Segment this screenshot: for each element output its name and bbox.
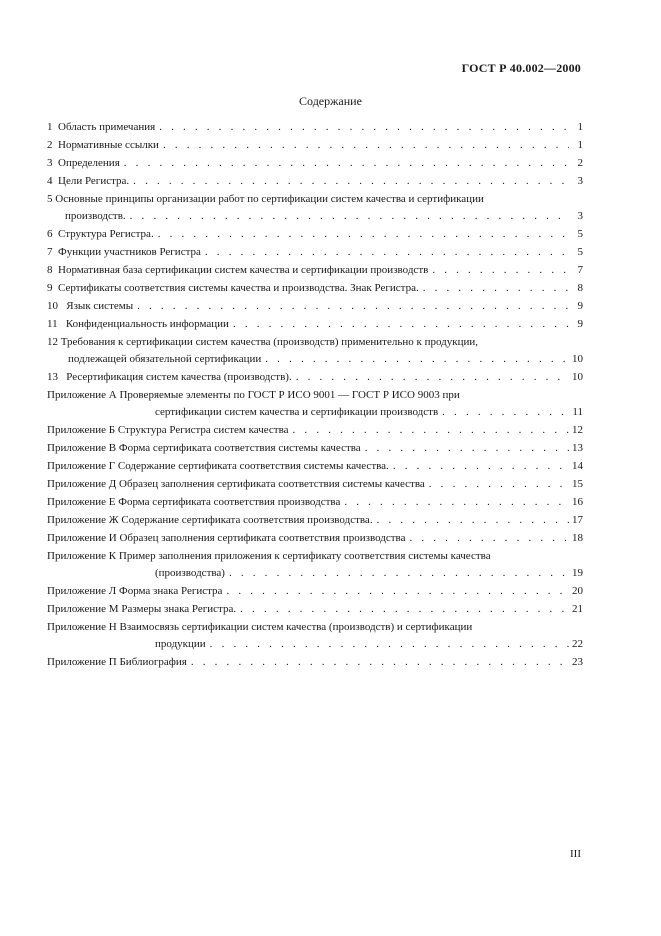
- toc-entry-number: 10: [47, 300, 58, 312]
- dot-leader: [429, 476, 569, 493]
- dot-leader: [240, 601, 569, 618]
- toc-entry-number: 3: [47, 157, 53, 169]
- toc-page-number: 9: [577, 300, 583, 312]
- toc-entry-title: Библиография: [119, 656, 187, 668]
- toc-entry-number: 6: [47, 228, 53, 240]
- toc-entry-title: Проверяемые элементы по ГОСТ Р ИСО 9001 — ГОСТ Р ИСО 9003 при: [119, 389, 460, 401]
- dot-leader: [393, 458, 569, 475]
- dot-leader: [226, 583, 569, 600]
- toc-entry-number: 9: [47, 282, 53, 294]
- toc-page-number: 3: [577, 210, 583, 222]
- toc-page-number: 10: [572, 353, 583, 365]
- dot-leader: [296, 369, 569, 386]
- toc-entry: [47, 440, 583, 457]
- toc-entry: [47, 244, 583, 261]
- toc-entry: [47, 155, 583, 172]
- toc-entry-number: Приложение И: [47, 532, 117, 544]
- dot-leader: [137, 298, 569, 315]
- toc-entry: [47, 387, 583, 421]
- toc-entry: [47, 334, 583, 368]
- toc-entry: [47, 548, 583, 582]
- toc-entry: [47, 654, 583, 671]
- toc-entry-number: 12: [47, 336, 58, 348]
- toc-entry-title: Пример заполнения приложения к сертификату соответствия системы качества: [118, 550, 491, 562]
- toc-page-number: 8: [577, 282, 583, 294]
- toc-page-number: 9: [577, 318, 583, 330]
- toc-entry-number: Приложение Е: [47, 496, 116, 508]
- toc-entry: [47, 494, 583, 511]
- toc-entry: [47, 512, 583, 529]
- toc-page-number: 19: [572, 567, 583, 579]
- toc-entry: [47, 298, 583, 315]
- toc-entry-number: Приложение Б: [47, 424, 116, 436]
- toc-page-number: 1: [577, 139, 583, 151]
- dot-leader: [344, 494, 569, 511]
- toc-entry-title: Ресертификация систем качества (производств).: [66, 371, 292, 383]
- toc-page-number: 7: [577, 264, 583, 276]
- toc-entry-title: подлежащей обязательной сертификации: [68, 353, 262, 365]
- toc-page-number: 16: [572, 496, 583, 508]
- toc-entry-number: Приложение Г: [47, 460, 116, 472]
- toc-page-number: 18: [572, 532, 583, 544]
- toc-entry-number: Приложение Д: [47, 478, 117, 490]
- toc-page-number: 3: [577, 175, 583, 187]
- page-number: III: [570, 848, 581, 860]
- toc-page-number: 11: [572, 406, 583, 418]
- table-of-contents: [47, 119, 583, 672]
- dot-leader: [423, 280, 569, 297]
- toc-entry-number: 7: [47, 246, 53, 258]
- toc-page-number: 5: [577, 228, 583, 240]
- toc-entry-number: 8: [47, 264, 53, 276]
- toc-entry-title: Основные принципы организации работ по сертификации систем качества и сертификации: [55, 193, 484, 205]
- dot-leader: [293, 422, 569, 439]
- toc-page-number: 14: [572, 460, 583, 472]
- toc-page-number: 2: [577, 157, 583, 169]
- toc-entry-number: Приложение А: [47, 389, 117, 401]
- toc-entry-title: Язык системы: [66, 300, 134, 312]
- toc-entry-title: Форма сертификата соответствия производства: [118, 496, 341, 508]
- toc-page-number: 21: [572, 603, 583, 615]
- toc-entry: [47, 262, 583, 279]
- toc-entry-number: Приложение Ж: [47, 514, 119, 526]
- toc-entry-title: производств.: [65, 210, 126, 222]
- toc-entry: [47, 530, 583, 547]
- toc-entry-title: продукции: [155, 638, 206, 650]
- toc-entry: [47, 422, 583, 439]
- dot-leader: [265, 351, 569, 368]
- dot-leader: [365, 440, 569, 457]
- toc-entry: [47, 619, 583, 653]
- toc-page-number: 12: [572, 424, 583, 436]
- toc-page-number: 1: [577, 121, 583, 133]
- toc-entry-title: Цели Регистра.: [58, 175, 130, 187]
- toc-entry-number: 13: [47, 371, 58, 383]
- dot-leader: [205, 244, 569, 261]
- toc-page-number: 20: [572, 585, 583, 597]
- toc-page-number: 13: [572, 442, 583, 454]
- dot-leader: [159, 119, 569, 136]
- toc-entry-number: 2: [47, 139, 53, 151]
- dot-leader: [124, 155, 569, 172]
- toc-entry-title: Требования к сертификации систем качества (производств) применительно к продукции,: [60, 336, 479, 348]
- dot-leader: [163, 137, 569, 154]
- toc-entry-title: Структура Регистра систем качества: [117, 424, 289, 436]
- toc-entry-title: Функции участников Регистра: [58, 246, 201, 258]
- dot-leader: [432, 262, 569, 279]
- toc-page-number: 5: [577, 246, 583, 258]
- toc-entry-title: Нормативные ссылки: [58, 139, 159, 151]
- toc-entry-title: Взаимосвязь сертификации систем качества (производств) и сертификации: [119, 621, 473, 633]
- dot-leader: [442, 404, 569, 421]
- toc-entry-title: сертификации систем качества и сертификации производств: [155, 406, 439, 418]
- toc-page-number: 23: [572, 656, 583, 668]
- toc-entry: [47, 191, 583, 225]
- dot-leader: [229, 565, 569, 582]
- toc-entry-number: 1: [47, 121, 53, 133]
- dot-leader: [191, 654, 569, 671]
- toc-entry-title: Размеры знака Регистра.: [121, 603, 237, 615]
- toc-page-number: 17: [572, 514, 583, 526]
- toc-entry-title: Определения: [58, 157, 120, 169]
- toc-entry: [47, 583, 583, 600]
- toc-entry: [47, 173, 583, 190]
- dot-leader: [210, 636, 569, 653]
- dot-leader: [233, 316, 569, 333]
- toc-entry: [47, 280, 583, 297]
- standard-designation: ГОСТ Р 40.002—2000: [461, 61, 581, 75]
- toc-entry-number: Приложение М: [47, 603, 119, 615]
- toc-page-number: 15: [572, 478, 583, 490]
- toc-entry-title: Образец заполнения сертификата соответствия системы качества: [119, 478, 425, 490]
- toc-entry-title: Область примечания: [58, 121, 156, 133]
- toc-entry: [47, 226, 583, 243]
- toc-entry-title: Сертификаты соответствия системы качества и производства. Знак Регистра.: [58, 282, 419, 294]
- toc-entry-number: Приложение К: [47, 550, 117, 562]
- dot-leader: [409, 530, 569, 547]
- toc-entry-title: Содержание сертификата соответствия системы качества.: [117, 460, 389, 472]
- toc-entry-number: Приложение В: [47, 442, 117, 454]
- toc-entry-title: Форма сертификата соответствия системы качества: [118, 442, 361, 454]
- toc-entry-number: 4: [47, 175, 53, 187]
- toc-entry-title: Конфиденциальность информации: [65, 318, 229, 330]
- toc-entry-title: Структура Регистра.: [58, 228, 154, 240]
- toc-entry-number: Приложение Л: [47, 585, 117, 597]
- toc-entry-title: Образец заполнения сертификата соответствия производства: [119, 532, 406, 544]
- dot-leader: [133, 173, 569, 190]
- dot-leader: [377, 512, 569, 529]
- toc-entry-number: 5: [47, 193, 53, 205]
- toc-entry: [47, 601, 583, 618]
- toc-page-number: 22: [572, 638, 583, 650]
- toc-entry-title: Содержание сертификата соответствия производства.: [121, 514, 373, 526]
- toc-entry: [47, 137, 583, 154]
- toc-entry-number: Приложение П: [47, 656, 117, 668]
- toc-entry-title: Форма знака Регистра: [119, 585, 223, 597]
- toc-entry: [47, 476, 583, 493]
- toc-entry-title: Нормативная база сертификации систем качества и сертификации производств: [58, 264, 429, 276]
- toc-entry-title: (производства): [155, 567, 225, 579]
- toc-entry-number: 11: [47, 318, 58, 330]
- toc-entry: [47, 119, 583, 136]
- toc-entry: [47, 316, 583, 333]
- dot-leader: [158, 226, 569, 243]
- toc-entry: [47, 369, 583, 386]
- toc-entry: [47, 458, 583, 475]
- toc-entry-number: Приложение Н: [47, 621, 117, 633]
- dot-leader: [130, 208, 569, 225]
- toc-title: Содержание: [299, 94, 362, 108]
- toc-page-number: 10: [572, 371, 583, 383]
